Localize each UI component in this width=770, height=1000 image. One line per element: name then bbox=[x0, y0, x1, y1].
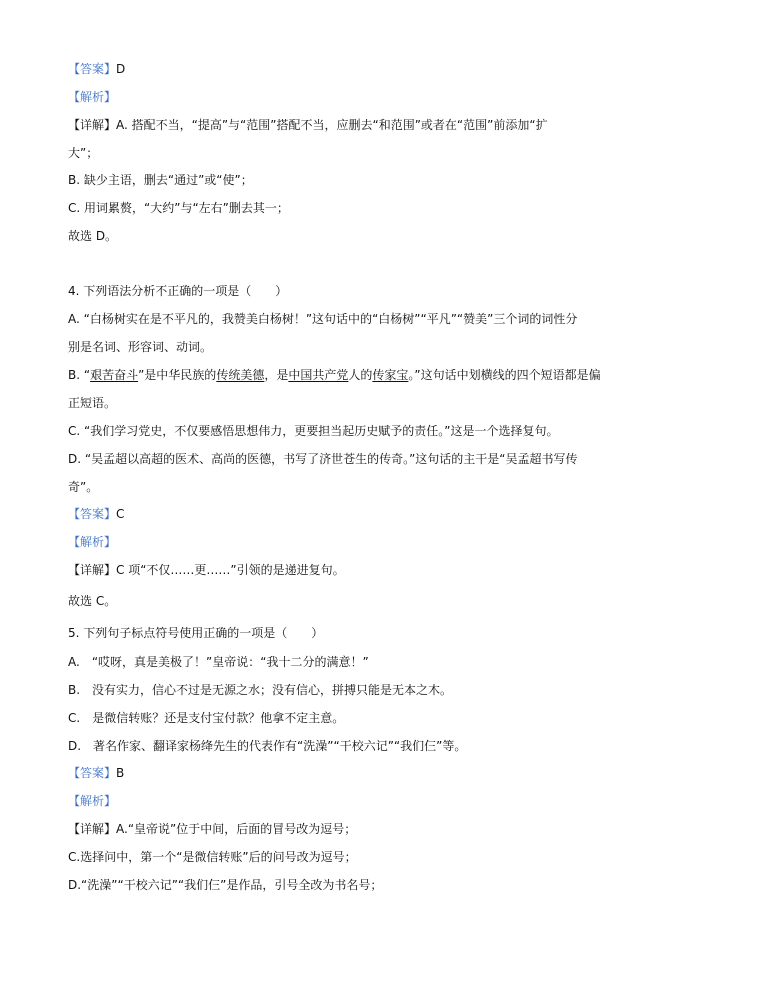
q4-option-d-cont: 奇”。 bbox=[68, 480, 99, 494]
q4-b-underlined-phrase: 艰苦奋斗 bbox=[90, 368, 139, 382]
q4-b-text: B. “ bbox=[68, 368, 91, 382]
q5-answer-value: B bbox=[116, 766, 125, 780]
q3-detail-line: B. 缺少主语，删去“通过”或“使”； bbox=[68, 173, 253, 187]
q5-analysis-label: 【解析】 bbox=[68, 794, 117, 808]
q4-b-underlined-phrase: 传统美德 bbox=[216, 368, 265, 382]
q5-option-a: A. “哎呀，真是美极了！”皇帝说：“我十二分的满意！” bbox=[68, 655, 369, 669]
q4-answer-label: 【答案】 bbox=[68, 507, 117, 521]
q3-answer-value: D bbox=[116, 62, 126, 76]
q4-option-d: D. “吴孟超以高超的医术、高尚的医德，书写了济世苍生的传奇。”这句话的主干是“吴孟超书写传 bbox=[68, 452, 578, 466]
q5-detail-line: D.“洗澡”“干校六记”“我们仨”是作品，引号全改为书名号； bbox=[68, 878, 383, 892]
q4-detail: 【详解】C 项“不仅……更……”引领的是递进复句。 bbox=[68, 563, 345, 577]
q4-analysis-label: 【解析】 bbox=[68, 535, 117, 549]
q3-conclusion: 故选 D。 bbox=[68, 229, 118, 243]
q3-analysis-label: 【解析】 bbox=[68, 90, 117, 104]
q5-option-c: C. 是微信转账？还是支付宝付款？他拿不定主意。 bbox=[68, 711, 345, 725]
q3-answer bbox=[68, 61, 708, 77]
q4-b-underlined-phrase: 中国共产党 bbox=[288, 368, 349, 382]
q5-option-b: B. 没有实力，信心不过是无源之水；没有信心，拼搏只能是无本之木。 bbox=[68, 683, 453, 697]
q4-b-text: ，是 bbox=[264, 368, 289, 382]
q4-option-b bbox=[68, 367, 708, 383]
q4-b-text: ”是中华民族的 bbox=[138, 368, 217, 382]
q3-detail-line: 【详解】A. 搭配不当，“提高”与“范围”搭配不当，应删去“和范围”或者在“范围”前添加“扩 bbox=[68, 118, 548, 132]
q4-conclusion: 故选 C。 bbox=[68, 594, 117, 608]
q3-detail-line: 大”； bbox=[68, 146, 99, 160]
q5-detail-line: 【详解】A.“皇帝说”位于中间，后面的冒号改为逗号； bbox=[68, 822, 357, 836]
q3-answer-label: 【答案】 bbox=[68, 62, 117, 76]
q3-detail-line: C. 用词累赘，“大约”与“左右”删去其一； bbox=[68, 201, 289, 215]
q4-option-b-cont: 正短语。 bbox=[68, 396, 117, 410]
q4-b-text: 。”这句话中划横线的四个短语都是偏 bbox=[408, 368, 601, 382]
q5-option-d: D. 著名作家、翻译家杨绛先生的代表作有“洗澡”“干校六记”“我们仨”等。 bbox=[68, 739, 467, 753]
q4-option-a-cont: 别是名词、形容词、动词。 bbox=[68, 340, 213, 354]
q4-option-a: A. “白杨树实在是不平凡的，我赞美白杨树！”这句话中的“白杨树”“平凡”“赞美”三个词的词性分 bbox=[68, 312, 578, 326]
q4-b-underlined-phrase: 传家宝 bbox=[372, 368, 409, 382]
q5-detail-line: C.选择问中，第一个“是微信转账”后的问号改为逗号； bbox=[68, 850, 357, 864]
q4-stem: 4. 下列语法分析不正确的一项是（ ） bbox=[68, 284, 288, 298]
q5-stem: 5. 下列句子标点符号使用正确的一项是（ ） bbox=[68, 626, 324, 640]
q4-b-text: 人的 bbox=[348, 368, 373, 382]
q4-option-c: C. “我们学习党史，不仅要感悟思想伟力，更要担当起历史赋予的责任。”这是一个选择复句。 bbox=[68, 424, 559, 438]
q5-answer bbox=[68, 765, 708, 781]
q5-answer-label: 【答案】 bbox=[68, 766, 117, 780]
q4-answer-value: C bbox=[116, 507, 125, 521]
q4-answer bbox=[68, 506, 708, 522]
